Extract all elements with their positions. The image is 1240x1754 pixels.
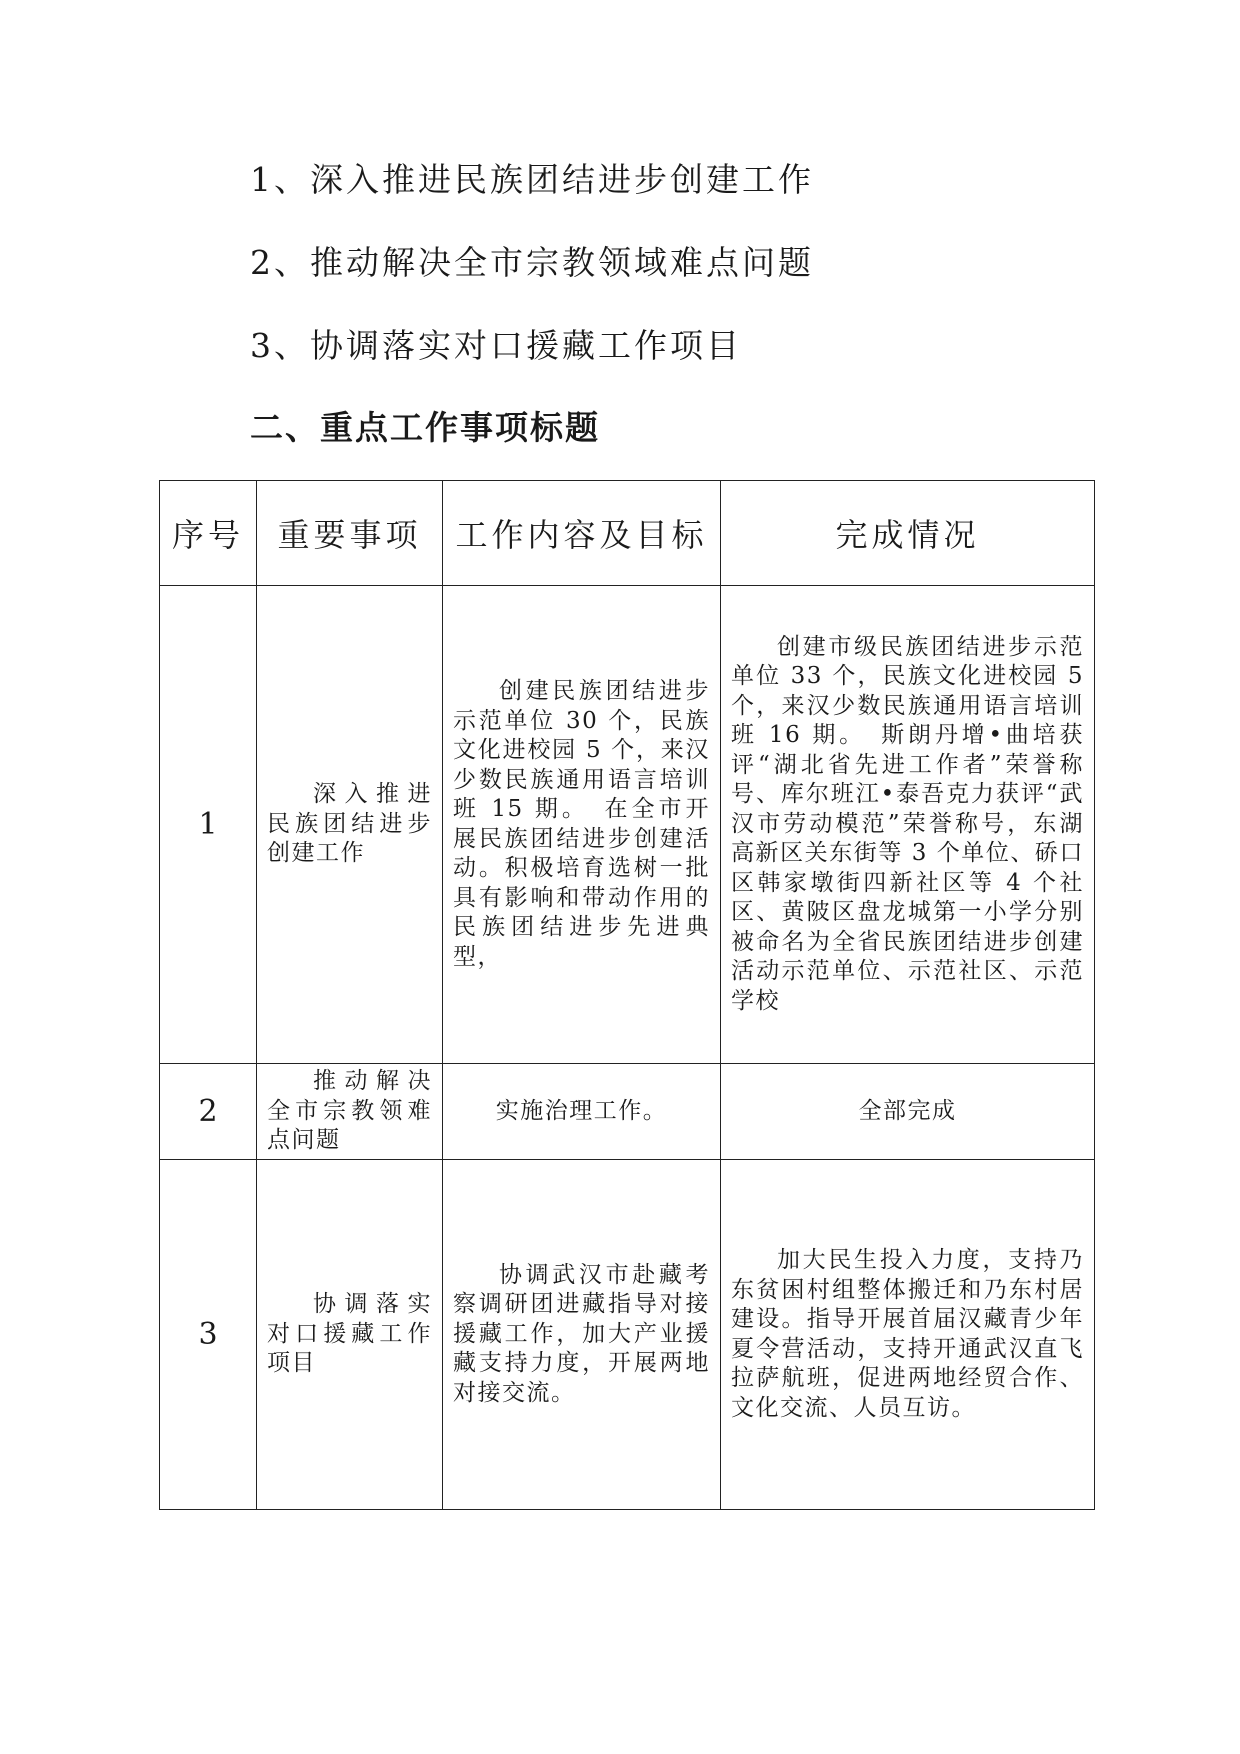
table-header-row: [160, 481, 1095, 586]
header-index: 序号: [160, 481, 257, 586]
header-status: 完成情况: [721, 481, 1095, 586]
row-status-cell: [721, 1160, 1095, 1510]
header-item: 重要事项: [257, 481, 443, 586]
header-content: 工作内容及目标: [443, 481, 721, 586]
row-item-cell: [257, 1064, 443, 1160]
row-item: 协调落实对口援藏工作项目: [267, 1291, 432, 1377]
row-item: 推动解决全市宗教领难点问题: [267, 1068, 432, 1154]
row-content: 协调武汉市赴藏考察调研团进藏指导对接援藏工作，加大产业援藏支持力度，开展两地对接交流。: [453, 1261, 710, 1406]
row-status-cell: [721, 1064, 1095, 1160]
row-content: 实施治理工作。: [495, 1097, 668, 1124]
row-index: 2: [160, 1064, 257, 1160]
work-items-table: [159, 480, 1095, 1510]
row-status-cell: [721, 586, 1095, 1064]
list-item-1: 1、深入推进民族团结进步创建工作: [250, 160, 814, 199]
row-content-cell: [443, 1064, 721, 1160]
list-item-2: 2、推动解决全市宗教领域难点问题: [250, 243, 814, 282]
row-index: 3: [160, 1160, 257, 1510]
list-item-3: 3、协调落实对口援藏工作项目: [250, 326, 742, 365]
table-row: [160, 1064, 1095, 1160]
row-content-cell: [443, 1160, 721, 1510]
table-row: [160, 586, 1095, 1064]
section-heading: 二、重点工作事项标题: [250, 408, 600, 447]
row-content: 创建民族团结进步示范单位 30 个，民族文化进校园 5 个，来汉少数民族通用语言培训班 15 期。 在全市开展民族团结进步创建活动。积极培育选树一批具有影响和带动作用的民族团结进步先进典型，: [453, 678, 710, 970]
row-status: 全部完成: [858, 1097, 957, 1124]
row-item-cell: [257, 586, 443, 1064]
row-item: 深入推进民族团结进步创建工作: [267, 781, 432, 867]
row-item-cell: [257, 1160, 443, 1510]
row-content-cell: [443, 586, 721, 1064]
row-status: 加大民生投入力度，支持乃东贫困村组整体搬迁和乃东村居建设。指导开展首届汉藏青少年夏令营活动，支持开通武汉直飞拉萨航班，促进两地经贸合作、文化交流、人员互访。: [731, 1247, 1084, 1421]
table-row: [160, 1160, 1095, 1510]
row-index: 1: [160, 586, 257, 1064]
row-status: 创建市级民族团结进步示范单位 33 个，民族文化进校园 5 个，来汉少数民族通用语言培训班 16 期。 斯朗丹增•曲培获评“湖北省先进工作者”荣誉称号、库尔班江•泰吾克力获评“武汉市劳动模范”荣誉称号，东湖高新区关东街等 3 个单位、硚口区韩家墩街四新社区等 4 个社区、黄陂区盘龙城第一小学分别被命名为全省民族团结进步创建活动示范单位、示范社区、示范学校: [731, 633, 1084, 1014]
